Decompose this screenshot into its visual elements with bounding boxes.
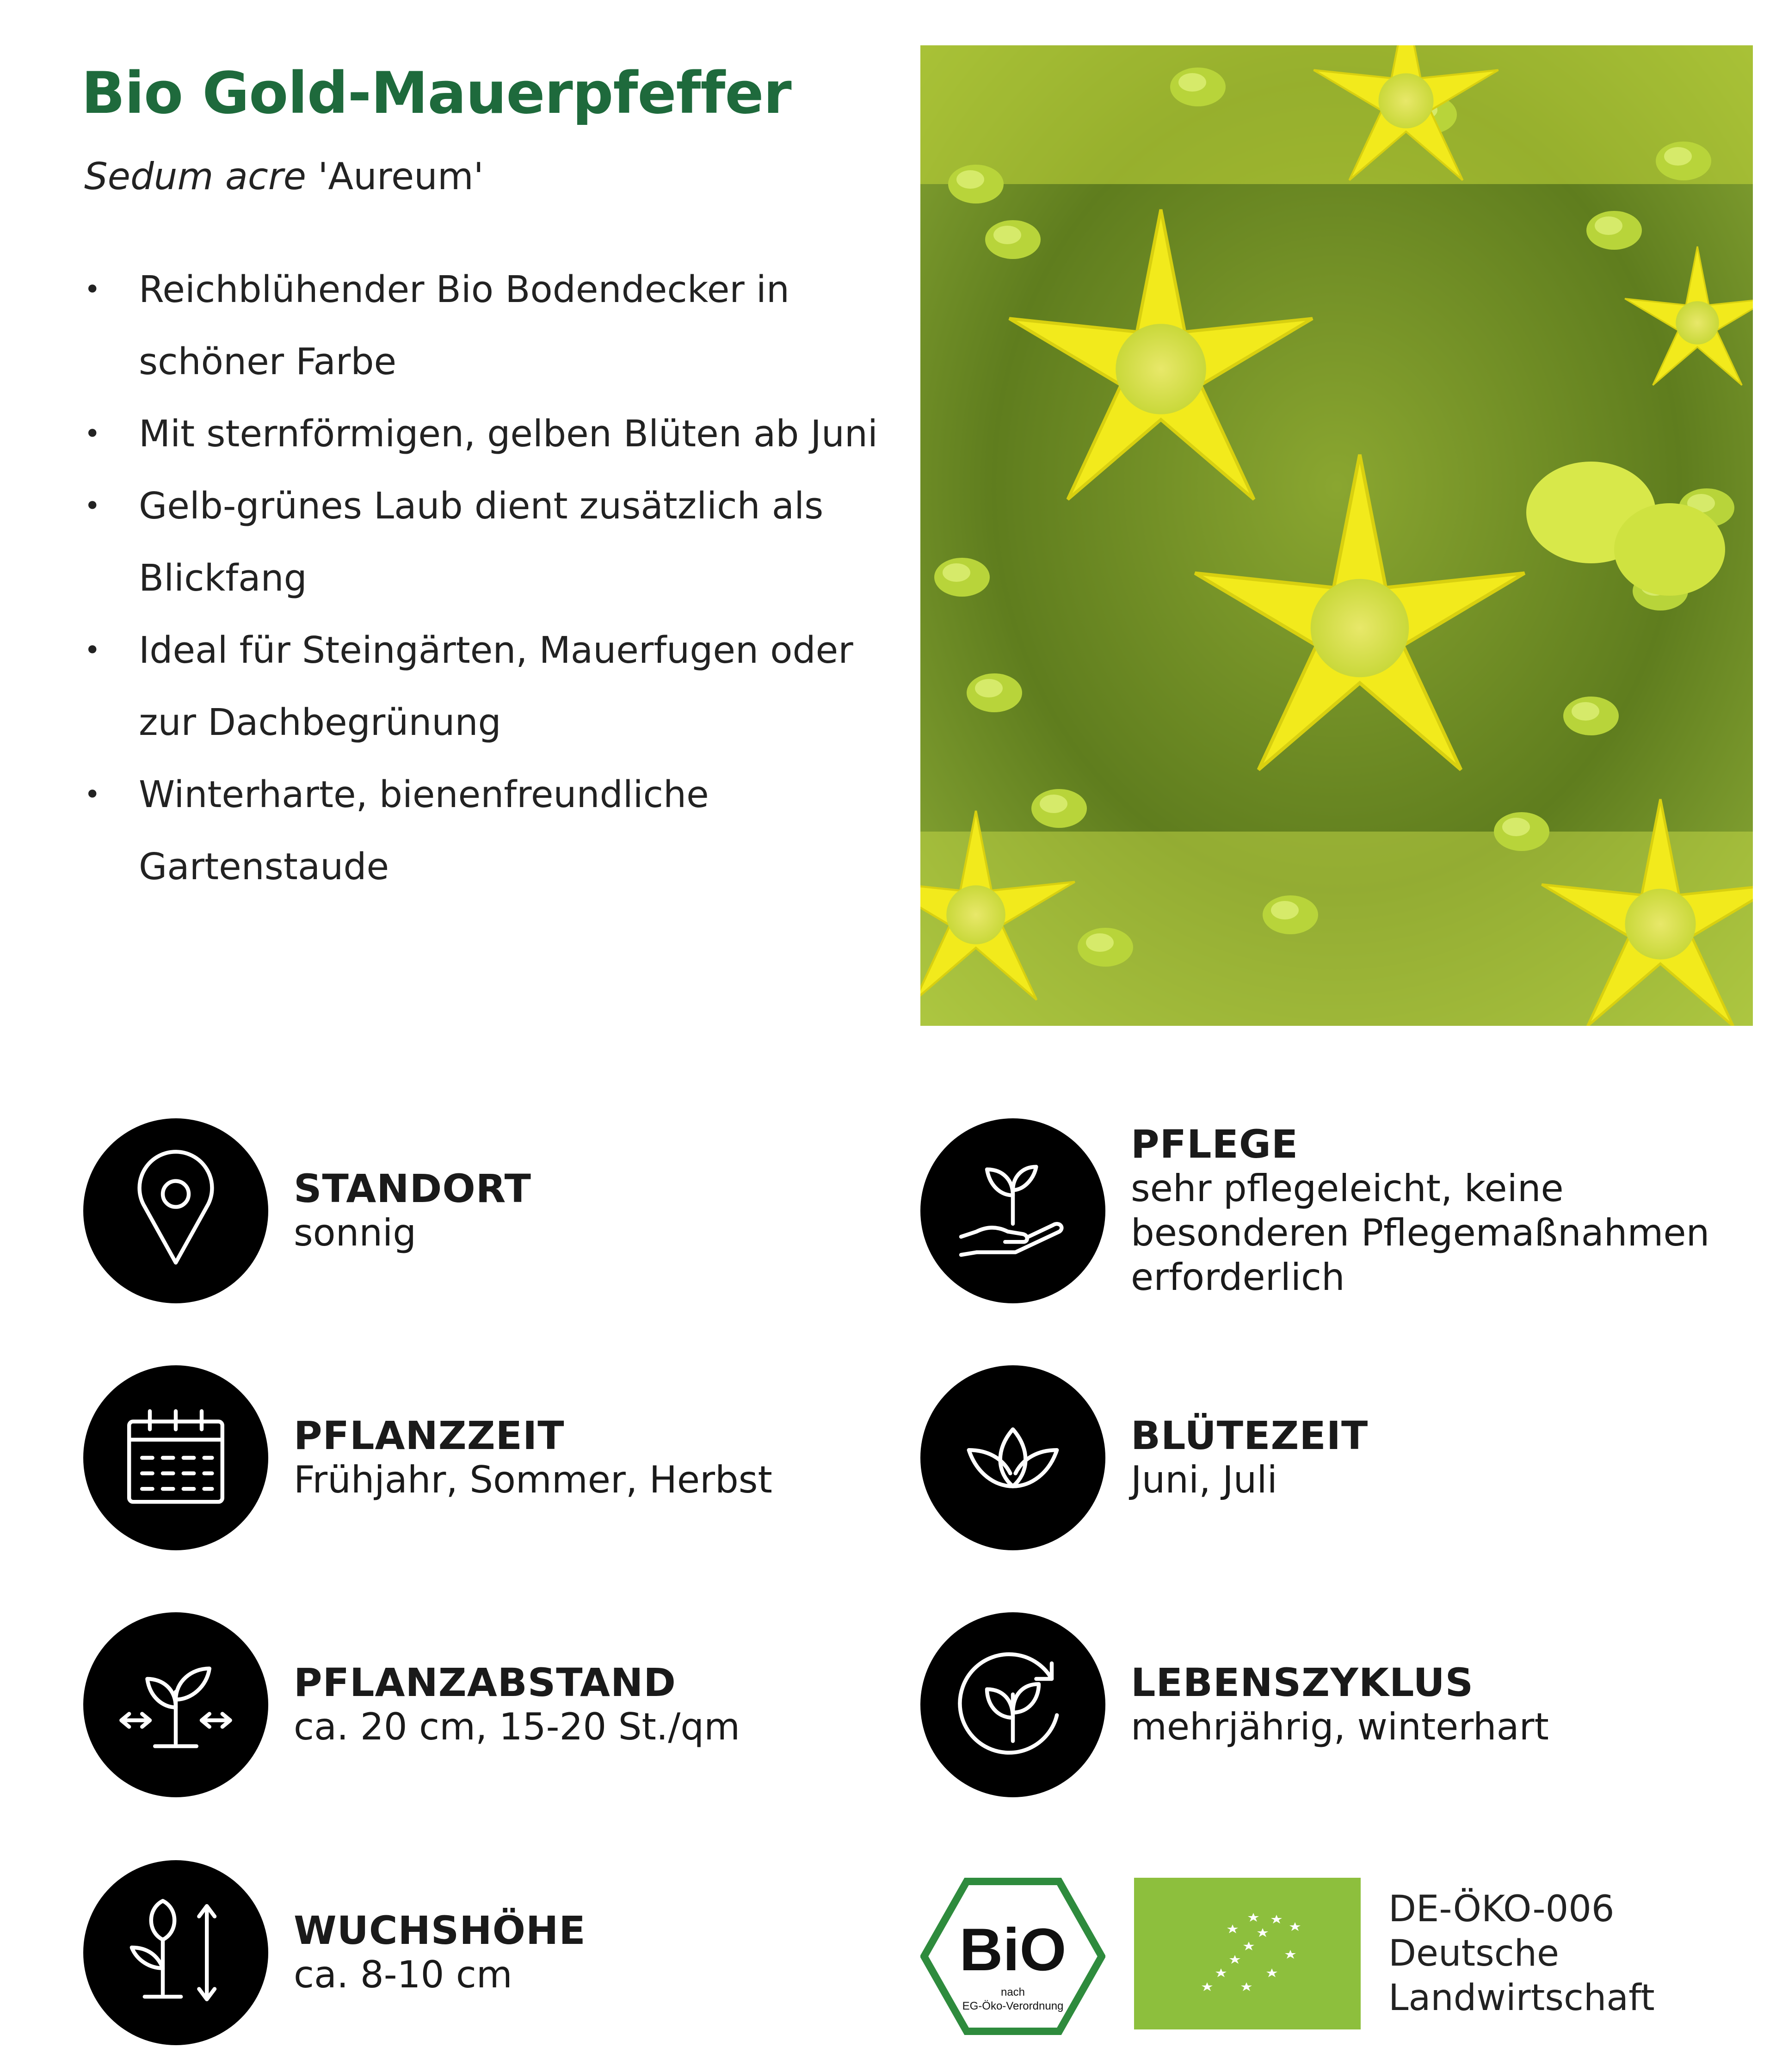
- feature-item: [79, 253, 920, 398]
- info-pflege: [920, 1118, 1744, 1303]
- bullet-dot: •: [84, 634, 101, 666]
- info-pflanzzeit: [83, 1365, 906, 1550]
- origin-line-2: Landwirtschaft: [1388, 1977, 1655, 2019]
- feature-item: [79, 758, 920, 903]
- product-photo: [920, 45, 1753, 1026]
- pflanzzeit-label: PFLANZZEIT: [294, 1412, 565, 1458]
- bluetezeit-value: Juni, Juli: [1131, 1458, 1277, 1502]
- plant-height-icon: [111, 1888, 240, 2017]
- pflanzabstand-label: PFLANZABSTAND: [294, 1659, 677, 1705]
- pflanzzeit-value: Frühjahr, Sommer, Herbst: [294, 1458, 772, 1502]
- pflanzabstand-value: ca. 20 cm, 15-20 St./qm: [294, 1705, 740, 1749]
- pflanzabstand-icon-circle: [83, 1612, 268, 1797]
- feature-text: Gelb-grünes Laub dient zusätzlich als Blickfang: [139, 485, 824, 599]
- eu-star-leaf-icon: [1134, 1878, 1361, 2029]
- bullet-dot: •: [84, 273, 101, 306]
- bio-seal-logo: [920, 1878, 1105, 2035]
- info-standort: [83, 1118, 906, 1303]
- bluetezeit-icon-circle: [920, 1365, 1105, 1550]
- pflanzzeit-icon-circle: [83, 1365, 268, 1550]
- feature-text: Ideal für Steingärten, Mauerfugen oder zur Dachbegrünung: [139, 629, 853, 744]
- lebenszyklus-icon-circle: [920, 1612, 1105, 1797]
- latin-name: Sedum acre: [84, 155, 306, 198]
- flower-photo-illustration: [920, 45, 1753, 1026]
- wuchshoehe-label: WUCHSHÖHE: [294, 1907, 586, 1953]
- bullet-dot: •: [84, 778, 101, 811]
- feature-text: Winterharte, bienenfreundliche Gartenstaude: [139, 773, 709, 888]
- eu-organic-leaf-logo: [1134, 1878, 1361, 2029]
- lebenszyklus-label: LEBENSZYKLUS: [1131, 1659, 1474, 1705]
- pflege-label: PFLEGE: [1131, 1121, 1299, 1167]
- calendar-icon: [111, 1393, 240, 1523]
- lotus-flower-icon: [948, 1393, 1078, 1523]
- plant-spacing-icon: [111, 1640, 240, 1770]
- bio-seal-sub2: EG-Öko-Verordnung: [962, 2000, 1064, 2012]
- standort-icon-circle: [83, 1118, 268, 1303]
- info-lebenszyklus: [920, 1612, 1744, 1797]
- bio-seal-text: BiO: [959, 1916, 1067, 1983]
- feature-item: [79, 614, 920, 758]
- feature-list: [79, 253, 920, 903]
- info-pflanzabstand: [83, 1612, 906, 1797]
- wuchshoehe-icon-circle: [83, 1860, 268, 2045]
- bullet-dot: •: [84, 490, 101, 522]
- feature-text: Mit sternförmigen, gelben Blüten ab Juni: [139, 413, 878, 455]
- bio-seal-sub1: nach: [1000, 1986, 1025, 1998]
- product-title: Bio Gold-Mauerpfeffer: [81, 60, 791, 127]
- feature-text: Reichblühender Bio Bodendecker in schöner Farbe: [139, 268, 789, 383]
- seedling-hand-icon: [948, 1146, 1078, 1276]
- standort-value: sonnig: [294, 1211, 417, 1255]
- pflege-icon-circle: [920, 1118, 1105, 1303]
- bullet-dot: •: [84, 418, 101, 450]
- lebenszyklus-value: mehrjährig, winterhart: [1131, 1705, 1549, 1749]
- feature-item: [79, 398, 920, 470]
- location-pin-icon: [111, 1146, 240, 1276]
- pflege-value: sehr pflegeleicht, keine besonderen Pflegemaßnahmen erforderlich: [1131, 1167, 1710, 1299]
- info-wuchshoehe: [83, 1860, 906, 2045]
- botanical-name: [84, 155, 484, 198]
- bluetezeit-label: BLÜTEZEIT: [1131, 1412, 1369, 1458]
- cultivar-name: 'Aureum': [306, 155, 484, 198]
- eco-control-code: DE-ÖKO-006: [1388, 1888, 1615, 1930]
- plant-cycle-icon: [948, 1640, 1078, 1770]
- certification-block: [920, 1868, 1753, 2035]
- info-bluetezeit: [920, 1365, 1744, 1550]
- feature-item: [79, 470, 920, 614]
- origin-line-1: Deutsche: [1388, 1933, 1560, 1974]
- wuchshoehe-value: ca. 8-10 cm: [294, 1953, 512, 1997]
- standort-label: STANDORT: [294, 1166, 531, 1211]
